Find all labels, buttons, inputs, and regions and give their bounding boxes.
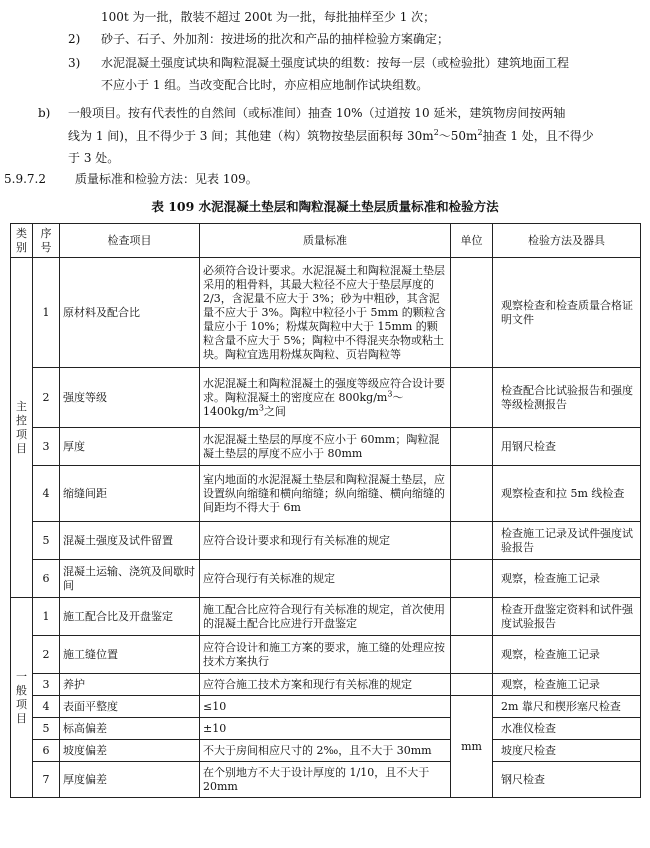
intro-line-1: 100t 为一批，散装不超过 200t 为一批，每批抽样至少 1 次；	[101, 10, 436, 24]
clause-number: 5.9.7.2	[4, 172, 46, 186]
table-row	[11, 428, 641, 466]
row-standard: ±10	[200, 718, 451, 740]
row-no: 2	[33, 636, 60, 674]
row-unit	[451, 636, 493, 674]
table-row	[11, 560, 641, 598]
category-main-label: 主控项目	[16, 399, 27, 455]
row-method: 2m 靠尺和楔形塞尺检查	[493, 696, 641, 718]
row-standard: 应符合设计要求和现行有关标准的规定	[200, 522, 451, 560]
row-standard: 水泥混凝土垫层的厚度不应小于 60mm；陶粒混凝土垫层的厚度不应小于 80mm	[200, 428, 451, 466]
intro-b-line-2: 线为 1 间)，且不得少于 3 间；其他建（构）筑物按垫层面积每 $30m^2\sim 50m^2$抽查 1 处，且不得少	[68, 128, 594, 143]
row-unit	[451, 674, 493, 696]
table-row	[11, 466, 641, 522]
row-no: 4	[33, 466, 60, 522]
row-no: 5	[33, 718, 60, 740]
row-method: 水准仪检查	[493, 718, 641, 740]
row-unit	[451, 368, 493, 428]
row-standard: 必须符合设计要求。水泥混凝土和陶粒混凝土垫层采用的粗骨料，其最大粒径不应大于垫层厚度的 2/3，含泥量不应大于 3%；砂为中粗砂，其含泥量不应大于 3%。陶粒中粒径小于 5mm 的颗粒含量应小于 10%；粉煤灰陶粒中大于 15mm 的颗粒含量不应大于 5%；陶粒中不得混夹杂物或粘土块。陶粒宜选用粉煤灰陶粒、页岩陶粒等	[200, 258, 451, 368]
intro-line-3b: 不应小于 1 组。当改变配合比时，亦应相应地制作试块组数。	[101, 78, 429, 92]
row-unit	[451, 466, 493, 522]
intro-line-2: 砂子、石子、外加剂：按进场的批次和产品的抽样检验方案确定；	[101, 32, 450, 46]
row-standard: 水泥混凝土和陶粒混凝土的强度等级应符合设计要求。陶粒混凝土的密度应在 $800kg/m^3\sim 1400kg/m^3$之间	[200, 368, 451, 428]
row-no: 1	[33, 258, 60, 368]
header-unit: 单位	[451, 224, 493, 258]
row-unit	[451, 560, 493, 598]
row-no: 3	[33, 674, 60, 696]
row-unit	[451, 598, 493, 636]
row-item: 混凝土强度及试件留置	[60, 522, 200, 560]
row-no: 2	[33, 368, 60, 428]
row-method: 用钢尺检查	[493, 428, 641, 466]
row-item: 原材料及配合比	[60, 258, 200, 368]
row-item: 厚度偏差	[60, 762, 200, 798]
category-general-label: 一般项目	[16, 669, 27, 725]
row-standard: 在个别地方不大于设计厚度的 1/10，且不大于 20mm	[200, 762, 451, 798]
row-item: 混凝土运输、浇筑及间歇时间	[60, 560, 200, 598]
table-row	[11, 762, 641, 798]
quality-standard-table	[10, 223, 641, 798]
row-no: 6	[33, 740, 60, 762]
header-item: 检查项目	[60, 224, 200, 258]
row-no: 3	[33, 428, 60, 466]
row-item: 标高偏差	[60, 718, 200, 740]
table-row	[11, 258, 641, 368]
row-method: 观察，检查施工记录	[493, 674, 641, 696]
row-no: 5	[33, 522, 60, 560]
row-no: 6	[33, 560, 60, 598]
row-standard: 应符合施工技术方案和现行有关标准的规定	[200, 674, 451, 696]
row-method: 检查施工记录及试件强度试验报告	[493, 522, 641, 560]
table-row	[11, 718, 641, 740]
row-standard: 应符合设计和施工方案的要求，施工缝的处理应按技术方案执行	[200, 636, 451, 674]
row-unit	[451, 522, 493, 560]
table-caption: 表 109 水泥混凝土垫层和陶粒混凝土垫层质量标准和检验方法	[151, 199, 499, 214]
clause-text: 质量标准和检验方法：见表 109。	[75, 172, 258, 186]
row-method: 钢尺检查	[493, 762, 641, 798]
row-no: 1	[33, 598, 60, 636]
category-general	[11, 598, 33, 798]
intro-b-line-3: 于 3 处。	[68, 151, 120, 165]
row-unit	[451, 258, 493, 368]
header-category: 类别	[11, 224, 33, 258]
table-row	[11, 674, 641, 696]
row-item: 缩缝间距	[60, 466, 200, 522]
table-row	[11, 636, 641, 674]
header-standard: 质量标准	[200, 224, 451, 258]
item-number-2: 2)	[68, 32, 81, 46]
row-item: 强度等级	[60, 368, 200, 428]
row-unit	[451, 428, 493, 466]
table-header-row	[11, 224, 641, 258]
intro-b-line-1: 一般项目。按有代表性的自然间（或标准间）抽查 10%（过道按 10 延米，建筑物房间按两轴	[68, 106, 566, 120]
row-standard: 施工配合比应符合现行有关标准的规定，首次使用的混凝土配合比应进行开盘鉴定	[200, 598, 451, 636]
row-method: 观察，检查施工记录	[493, 636, 641, 674]
row-no: 7	[33, 762, 60, 798]
row-item: 表面平整度	[60, 696, 200, 718]
item-number-3: 3)	[68, 56, 81, 70]
category-main	[11, 258, 33, 598]
row-standard: 不大于房间相应尺寸的 2‰，且不大于 30mm	[200, 740, 451, 762]
row-item: 养护	[60, 674, 200, 696]
table-row	[11, 368, 641, 428]
header-no: 序号	[33, 224, 60, 258]
table-row	[11, 696, 641, 718]
row-standard: ≤10	[200, 696, 451, 718]
row-item: 厚度	[60, 428, 200, 466]
row-item: 施工缝位置	[60, 636, 200, 674]
item-letter-b: b)	[38, 106, 51, 120]
row-no: 4	[33, 696, 60, 718]
row-method: 坡度尺检查	[493, 740, 641, 762]
row-method: 观察，检查施工记录	[493, 560, 641, 598]
row-unit: mm	[451, 696, 493, 798]
table-row	[11, 522, 641, 560]
row-item: 坡度偏差	[60, 740, 200, 762]
row-standard: 室内地面的水泥混凝土垫层和陶粒混凝土垫层，应设置纵向缩缝和横向缩缝；纵向缩缝、横向缩缝的间距均不得大于 6m	[200, 466, 451, 522]
table-row	[11, 740, 641, 762]
row-item: 施工配合比及开盘鉴定	[60, 598, 200, 636]
row-method: 观察检查和拉 5m 线检查	[493, 466, 641, 522]
row-standard: 应符合现行有关标准的规定	[200, 560, 451, 598]
header-method: 检验方法及器具	[493, 224, 641, 258]
row-method: 检查开盘鉴定资料和试件强度试验报告	[493, 598, 641, 636]
row-method: 观察检查和检查质量合格证明文件	[493, 258, 641, 368]
row-method: 检查配合比试验报告和强度等级检测报告	[493, 368, 641, 428]
table-row	[11, 598, 641, 636]
intro-line-3a: 水泥混凝土强度试块和陶粒混凝土强度试块的组数：按每一层（或检验批）建筑地面工程	[101, 56, 570, 70]
